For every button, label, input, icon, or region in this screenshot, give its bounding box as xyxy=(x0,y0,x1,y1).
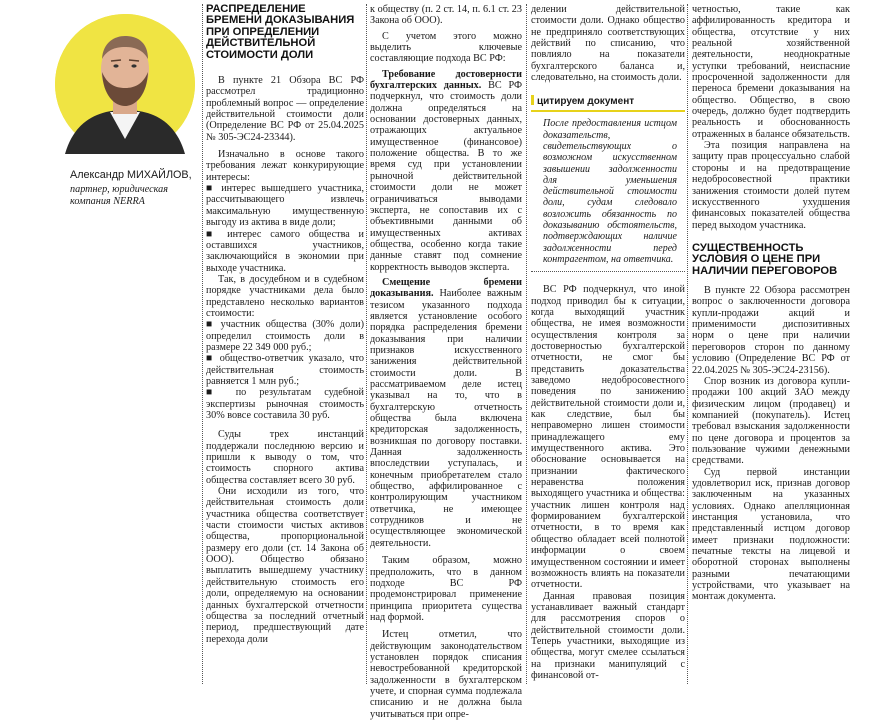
bullet-item: ■ общество-ответчик указало, что действительная стоимость равняется 1 млн руб.; xyxy=(206,353,364,387)
paragraph: четностью, такие как аффилированность кредитора и общества, отсутствие у них реальной хозяйственной деятельности, неоднократные уступки требований, неиспасние просроченной задолженности для переноса бремени доказывания на общество. Общество, в свою очередь, должно будет подтвердить реальность и обоснованность отраженных в балансе обязательств. xyxy=(692,4,850,140)
bold-lead: Требование достоверности бухгалтерских данных. xyxy=(370,68,522,92)
paragraph: Так, в досудебном и в судебном порядке участниками дела было представлено несколько вариантов стоимости: xyxy=(206,273,364,319)
author-portrait-icon xyxy=(55,14,195,154)
paragraph-text: Наиболее важным тезисом указанного подхода является установление особого порядка распределения бремени доказывания при наличии признаков искусственного занижения действительной стоимости доли. В рассматриваемом деле истец указывал на то, что в бухгалтерскую отчетность общества была включена кредиторская задолженность, возникшая по договору поставки. Данная задолженность впоследствии уступалась, и конечным приобретателем стало общество, аффилированное с контролирующим участником ответчика, не имеющее сотрудников и не осуществляющее экономической деятельности. xyxy=(370,288,522,549)
section-heading-burden-of-proof: РАСПРЕДЕЛЕНИЕ БРЕМЕНИ ДОКАЗЫВАНИЯ ПРИ ОПРЕДЕЛЕНИИ ДЕЙСТВИТЕЛЬНОЙ СТОИМОСТИ ДОЛИ xyxy=(206,3,355,61)
bullet-item: ■ по результатам судебной экспертизы рыночная стоимость 30% вовсе составила 30 руб. xyxy=(206,387,364,421)
paragraph: к обществу (п. 2 ст. 14, п. 6.1 ст. 23 Закона об ООО). xyxy=(370,4,522,27)
author-photo xyxy=(55,14,195,154)
section-heading-price-condition: СУЩЕСТВЕННОСТЬ УСЛОВИЯ О ЦЕНЕ ПРИ НАЛИЧИИ ПЕРЕГОВОРОВ xyxy=(692,241,838,277)
paragraph: Они исходили из того, что действительная стоимость доли участника общества соответствует части стоимости чистых активов общества, пропорциональной размеру его доли (ст. 14 Закона об ООО). Общество обязано выплатить вышедшему участнику действительную стоимость его доли, определяемую на основании данных бухгалтерской отчетности общества за последний отчетный период, предшествующий дате перехода доли xyxy=(206,486,364,645)
quote-divider xyxy=(531,271,685,272)
paragraph: Таким образом, можно предположить, что в данном подходе ВС РФ продемонстрировал применение принципа приоритета существа над формой. xyxy=(370,555,522,623)
bullet-item: ■ интерес вышедшего участника, рассчитывающего извлечь максимальную имущественную выгоду из актива в виде доли; xyxy=(206,183,364,229)
article-column-1 xyxy=(206,4,364,694)
quote-title xyxy=(531,93,685,112)
paragraph-text: ВС РФ подчеркнул, что стоимость доли должна определяться на основании достоверных данных, отражающих актуальное имущественное (финансовое) положение общества. В то же время суд при установлении рыночной действительной стоимости доли не может ограничиваться выводами эксперта, не сопоставив их с объективными данными об имущественных активах общества, особенно когда такие данные ставят под сомнение корректность выводов эксперта. xyxy=(370,80,523,273)
article-column-3 xyxy=(531,4,685,694)
column-divider xyxy=(526,4,527,684)
paragraph: Спор возник из договора купли-продажи 100 акций ЗАО между физическим лицом (продавец) и компанией (покупатель). Истец требовал взыскания задолженности по цене договора и процентов за пользование чужими денежными средствами. xyxy=(692,375,850,467)
column-divider xyxy=(202,4,203,684)
quote-box xyxy=(531,93,685,272)
paragraph: В пункте 22 Обзора рассмотрен вопрос о заключенности договора купли-продажи акций и применимости диспозитивных норм о цене при наличии переговоров сторон по данному условию (Определение ВС РФ от 22.04.2025 № 305-ЭС24-23156). xyxy=(692,285,850,376)
paragraph: Изначально в основе такого требования лежат конкурирующие интересы: xyxy=(206,149,364,183)
paragraph: делении действительной стоимости доли. Однако общество не предприняло соответствующих действий по списанию, что повлияло на показатели бухгалтерского баланса и, следовательно, на стоимость доли. xyxy=(531,4,685,84)
article-column-2 xyxy=(370,4,523,720)
column-divider xyxy=(687,4,688,684)
paragraph: С учетом этого можно выделить ключевые составляющие подхода ВС РФ: xyxy=(370,30,522,65)
quote-text: После предоставления истцом доказательств, свидетельствующих о возможном искусственном завышении задолженности для уменьшения действительной стоимости доли, судам следовало возложить обязанность по доказыванию обстоятельств, подтверждающих наличие задолженности перед контрагентом, на ответчика. xyxy=(543,118,677,265)
paragraph: ВС РФ подчеркнул, что иной подход приводил бы к ситуации, когда выходящий участник общества, не имея возможности осуществления контроля за достоверностью бухгалтерской отчетности, не смог бы представить доказательства заведомо недобросовестного поведения по занижению действительной стоимости доли и, как следствие, был бы неправомерно лишен стоимости принадлежащего ему имущественного актива. Это обоснование основывается на признании фактического неравенства положения выходящего участника и общества: участник лишен контроля над формированием бухгалтерской отчетности, в то время как общество обладает всей полнотой информации о своем имущественном состоянии и имеет возможность влиять на показатели отчетности. xyxy=(531,284,685,591)
article-column-4 xyxy=(692,4,850,694)
paragraph-lead-2 xyxy=(370,277,522,549)
quote-title-text: цитируем документ xyxy=(537,96,635,108)
author-column xyxy=(0,4,200,694)
column-divider xyxy=(366,4,367,684)
bullet-item: ■ интерес самого общества и оставшихся участников, заключающийся в экономии при выходе участника. xyxy=(206,228,364,274)
paragraph: Истец отметил, что действующим законодательством установлен порядок списания невостребованной кредиторской задолженности в бухгалтерском учете, и спорная сумма подлежала списанию и не должна была учитываться при опре- xyxy=(370,629,522,720)
paragraph: Эта позиция направлена на защиту прав процессуально слабой стороны и на предотвращение недобросовестной практики занижения стоимости долей путем искусственного ухудшения финансовых показателей общества перед выходом участника. xyxy=(692,140,850,231)
author-name: Александр МИХАЙЛОВ, xyxy=(70,169,192,181)
paragraph: Данная правовая позиция устанавливает важный стандарт для рассмотрения споров о действительной стоимости доли. Теперь участники, выходящие из общества, могут смелее ссылаться на признаки манипуляций с финансовой от- xyxy=(531,590,685,681)
paragraph-lead-1 xyxy=(370,69,522,273)
author-role: партнер, юридическая компания NERRA xyxy=(70,184,168,207)
paragraph: Суд первой инстанции удовлетворил иск, признав договор заключенным на указанных условиях. Однако апелляционная инстанция установила, что представленный истцом договор имеет признаки подложности: печатные тексты на лицевой и оборотной сторонах выполнены разными печатающими устройствами, что указывает на монтаж документа. xyxy=(692,466,850,603)
paragraph: В пункте 21 Обзора ВС РФ рассмотрел традиционно проблемный вопрос — определение действительной стоимости доли (Определение ВС РФ от 25.04.2025 № 305-ЭС24-23344). xyxy=(206,75,364,143)
quote-bar-icon xyxy=(531,95,534,105)
bullet-item: ■ участник общества (30% доли) определил стоимость доли в размере 22 349 000 руб.; xyxy=(206,319,364,353)
paragraph: Суды трех инстанций поддержали последнюю версию и пришли к выводу о том, что стоимость спорного актива общества составляет всего 30 руб. xyxy=(206,429,364,486)
bold-lead: Смещение бремени доказывания. xyxy=(370,276,522,300)
